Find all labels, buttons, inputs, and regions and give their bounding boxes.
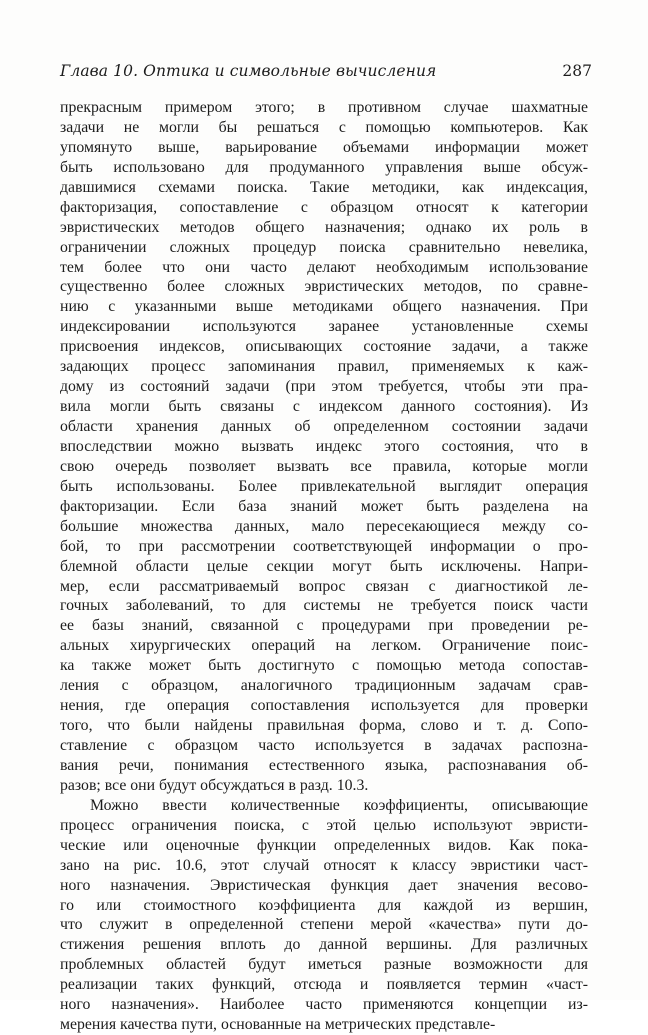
- text-line: ления с образцом, аналогичного традиционным задачам срав-: [60, 677, 588, 695]
- text-line: свою очередь позволяет вызвать все правила, которые могли: [60, 457, 588, 475]
- text-line: тем более что они часто делают необходимым использование: [60, 258, 588, 276]
- text-line: ка также может быть достигнуто с помощью метода сопостав-: [60, 657, 588, 675]
- text-line: эвристических методов общего назначения; однако их роль в: [60, 218, 588, 236]
- text-line: ее базы знаний, связанной с процедурами при проведении ре-: [60, 617, 588, 635]
- text-line: гочных заболеваний, то для системы не требуется поиск части: [60, 597, 588, 615]
- text-line: дому из состояний задачи (при этом требуется, чтобы эти пра-: [60, 378, 588, 396]
- text-line: того, что были найдены правильная форма, слово и т. д. Сопо-: [60, 717, 588, 735]
- text-line: ного назначения. Эвристическая функция дает значения весово-: [60, 876, 588, 894]
- text-line: альных хирургических операций на легком. Ограничение поис-: [60, 637, 588, 655]
- text-line: прекрасным примером этого; в противном случае шахматные: [60, 99, 588, 116]
- text-line: индексировании используются заранее установленные схемы: [60, 318, 588, 336]
- text-line: факторизация, сопоставление с образцом относят к категории: [60, 198, 588, 216]
- text-line: зано на рис. 10.6, этот случай относят к классу эвристики част-: [60, 856, 588, 874]
- text-line: быть использованы. Более привлекательной выглядит операция: [60, 477, 588, 495]
- page-number: 287: [562, 62, 592, 80]
- text-line: проблемных областей будут иметься разные возможности для: [60, 956, 588, 974]
- text-line: блемной области целые секции могут быть исключены. Напри-: [60, 557, 588, 575]
- text-line: ставление с образцом часто используется в задачах распозна-: [60, 737, 588, 754]
- text-line: вания речи, понимания естественного языка, распознавания об-: [60, 756, 588, 774]
- text-line: ограничении сложных процедур поиска сравнительно невелика,: [60, 238, 588, 256]
- text-line: присвоения индексов, описывающих состояние задачи, а также: [60, 338, 588, 356]
- text-line: ного назначения». Наиболее часто применяются концепции из-: [60, 996, 588, 1014]
- text-line: мерения качества пути, основанные на метрических представле-: [60, 1016, 496, 1034]
- text-line: впоследствии можно вызвать индекс этого состояния, что в: [60, 437, 588, 455]
- text-line: существенно более сложных эвристических методов, по сравне-: [60, 278, 588, 296]
- text-line: задающих процесс запоминания правил, применяемых к каж-: [60, 358, 588, 376]
- text-line: стижения решения вплоть до данной вершины. Для различных: [60, 936, 588, 954]
- paragraph-1: [60, 98, 588, 796]
- text-line: бой, то при рассмотрении соответствующей информации о про-: [60, 537, 588, 555]
- text-line: давшимися схемами поиска. Такие методики, как индексация,: [60, 178, 588, 196]
- text-line: нию с указанными выше методиками общего назначения. При: [60, 298, 588, 316]
- text-line: большие множества данных, мало пересекающиеся между со-: [60, 517, 588, 535]
- text-line: разов; все они будут обсуждаться в разд. 10.3.: [60, 776, 369, 794]
- text-line: вила могли быть связаны с индексом данного состояния). Из: [60, 398, 588, 416]
- text-line: мер, если рассматриваемый вопрос связан с диагностикой ле-: [60, 577, 588, 595]
- text-line: упомянуто выше, варьирование объемами информации может: [60, 138, 588, 156]
- chapter-title: Глава 10. Оптика и символьные вычисления: [60, 62, 437, 80]
- text-line: что служит в определенной степени мерой «качества» пути до-: [60, 916, 588, 934]
- text-line: реализации таких функций, отсюда и появляется термин «част-: [60, 976, 588, 994]
- text-line: быть использовано для продуманного управления выше обсуж-: [60, 158, 588, 176]
- text-line: факторизации. Если база знаний может быть разделена на: [60, 497, 588, 515]
- running-head: [60, 62, 592, 84]
- text-line: ческие или оценочные функции определенных видов. Как пока-: [60, 836, 588, 854]
- text-line: нения, где операция сопоставления используется для проверки: [60, 697, 588, 715]
- text-line: задачи не могли бы решаться с помощью компьютеров. Как: [60, 118, 588, 136]
- text-line: области хранения данных об определенном состоянии задачи: [60, 418, 588, 435]
- text-line: го или стоимостного коэффициента для каждой из вершин,: [60, 896, 588, 914]
- text-line: процесс ограничения поиска, с этой целью используют эвристи-: [60, 816, 588, 834]
- text-line: Можно ввести количественные коэффициенты, описывающие: [90, 796, 588, 814]
- body-text: [60, 98, 588, 1035]
- paragraph-2: [60, 796, 588, 1035]
